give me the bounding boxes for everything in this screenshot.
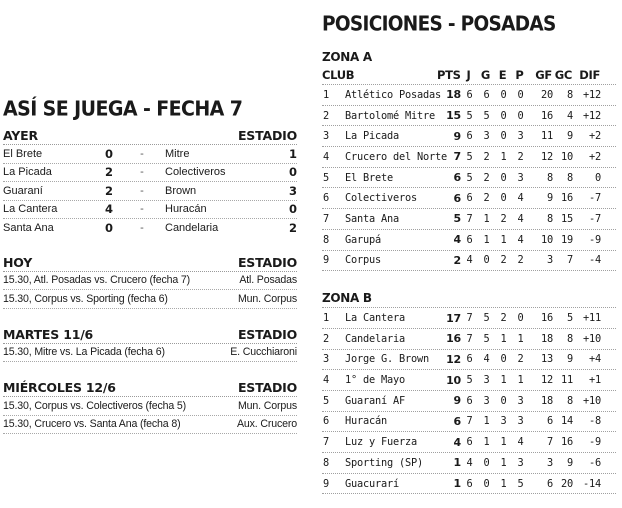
zone-heading: ZONA B <box>322 291 372 306</box>
venue-heading: ESTADIO <box>237 254 297 270</box>
lost: 3 <box>517 415 524 428</box>
table-row <box>322 208 616 229</box>
score-separator: - <box>140 147 144 160</box>
position: 3 <box>323 353 329 366</box>
goals-against: 11 <box>561 374 573 387</box>
table-row <box>322 349 616 370</box>
goals-for: 16 <box>541 312 553 325</box>
points: 4 <box>453 435 461 449</box>
away-team: Colectiveros <box>165 166 226 179</box>
played: 5 <box>466 171 473 184</box>
home-team: Santa Ana <box>3 221 54 234</box>
position: 4 <box>323 150 329 163</box>
home-score: 0 <box>104 220 113 235</box>
points: 4 <box>453 233 461 247</box>
won: 1 <box>483 233 490 246</box>
fixture-row <box>3 290 297 309</box>
goal-difference: -14 <box>583 477 601 490</box>
home-team: El Brete <box>3 147 43 160</box>
table-row <box>322 452 616 473</box>
table-row <box>322 167 616 188</box>
won: 0 <box>483 477 490 490</box>
won: 1 <box>483 436 490 449</box>
table-row <box>322 84 616 105</box>
standings-table <box>322 307 616 494</box>
result-row <box>3 164 297 183</box>
section-heading: AYER <box>3 128 38 143</box>
table-row <box>322 187 616 208</box>
drawn: 2 <box>500 212 507 225</box>
goal-difference: -4 <box>589 254 601 267</box>
won: 2 <box>483 192 490 205</box>
points: 17 <box>446 311 461 325</box>
goals-for: 11 <box>541 130 553 143</box>
table-row <box>322 431 616 452</box>
home-team: La Picada <box>3 166 52 179</box>
table-row <box>322 473 616 495</box>
section-header <box>3 253 297 272</box>
goals-for: 8 <box>547 171 553 184</box>
position: 9 <box>323 477 329 490</box>
goal-difference: +10 <box>583 332 601 345</box>
goal-difference: +11 <box>583 312 601 325</box>
drawn: 3 <box>500 415 507 428</box>
goals-for: 3 <box>547 456 553 469</box>
position: 2 <box>323 109 329 122</box>
lost: 1 <box>517 332 524 345</box>
goals-for: 9 <box>547 192 553 205</box>
position: 4 <box>323 374 329 387</box>
drawn: 0 <box>500 192 507 205</box>
played: 6 <box>466 477 473 490</box>
fixture-match: 15.30, Atl. Posadas vs. Crucero (fecha 7) <box>3 274 190 287</box>
goals-against: 16 <box>561 436 573 449</box>
drawn: 0 <box>500 394 507 407</box>
table-row <box>322 328 616 349</box>
club-name: Candelaria <box>345 332 405 345</box>
fixture-column <box>3 96 297 434</box>
goals-against: 7 <box>567 254 573 267</box>
section-martes <box>3 325 297 363</box>
club-name: Garupá <box>345 233 381 246</box>
position: 5 <box>323 171 329 184</box>
lost: 2 <box>517 254 524 267</box>
goals-against: 8 <box>567 88 573 101</box>
points: 1 <box>453 456 461 470</box>
goals-against: 15 <box>561 212 573 225</box>
points: 6 <box>453 191 461 205</box>
goal-difference: -7 <box>589 212 601 225</box>
section-header <box>3 378 297 397</box>
goals-against: 20 <box>561 477 573 490</box>
club-name: Sporting (SP) <box>345 456 423 469</box>
away-team: Huracán <box>165 203 207 216</box>
club-name: Guaraní AF <box>345 394 405 407</box>
position: 2 <box>323 332 329 345</box>
away-team: Candelaria <box>165 221 219 234</box>
goal-difference: 0 <box>595 171 601 184</box>
goals-against: 4 <box>567 109 573 122</box>
column-headers <box>322 66 616 84</box>
goals-for: 8 <box>547 212 553 225</box>
drawn: 1 <box>500 150 507 163</box>
played: 6 <box>466 88 473 101</box>
played: 7 <box>466 415 473 428</box>
goals-against: 10 <box>561 150 573 163</box>
standings-column <box>322 12 616 494</box>
points: 12 <box>446 352 461 366</box>
won: 3 <box>483 394 490 407</box>
fixture-row <box>3 344 297 363</box>
position: 8 <box>323 233 329 246</box>
col-g: G <box>480 68 491 82</box>
club-name: Atlético Posadas <box>345 88 441 101</box>
goals-for: 3 <box>547 254 553 267</box>
drawn: 1 <box>500 374 507 387</box>
lost: 0 <box>517 312 524 325</box>
goals-for: 10 <box>541 233 553 246</box>
standings-title: POSICIONES - POSADAS <box>322 13 556 36</box>
home-team: Guaraní <box>3 184 43 197</box>
table-row <box>322 229 616 250</box>
zona-a <box>322 48 616 271</box>
position: 6 <box>323 415 329 428</box>
section-heading: HOY <box>3 254 33 270</box>
club-name: El Brete <box>345 171 393 184</box>
played: 6 <box>466 436 473 449</box>
goals-for: 18 <box>541 332 553 345</box>
drawn: 0 <box>500 130 507 143</box>
lost: 4 <box>517 436 524 449</box>
zona-b <box>322 289 616 494</box>
standings-table <box>322 84 616 271</box>
fixture-list <box>3 344 297 363</box>
played: 6 <box>466 394 473 407</box>
lost: 1 <box>517 374 524 387</box>
goal-difference: -9 <box>589 436 601 449</box>
position: 1 <box>323 312 329 325</box>
position: 1 <box>323 88 329 101</box>
lost: 3 <box>517 456 524 469</box>
club-name: Jorge G. Brown <box>345 353 429 366</box>
lost: 3 <box>517 171 524 184</box>
goal-difference: +2 <box>589 130 601 143</box>
goals-for: 18 <box>541 394 553 407</box>
goal-difference: -8 <box>589 415 601 428</box>
fixture-match: 15.30, Corpus vs. Colectiveros (fecha 5) <box>3 399 187 412</box>
club-name: Crucero del Norte <box>345 150 447 163</box>
table-row <box>322 390 616 411</box>
drawn: 1 <box>500 456 507 469</box>
goals-for: 16 <box>541 109 553 122</box>
result-row <box>3 182 297 201</box>
score-separator: - <box>140 184 144 197</box>
away-team: Brown <box>165 184 197 197</box>
col-p: P <box>515 68 524 82</box>
drawn: 0 <box>500 88 507 101</box>
drawn: 0 <box>500 171 507 184</box>
home-score: 0 <box>104 146 113 161</box>
col-dif: DIF <box>579 68 600 82</box>
goals-for: 20 <box>541 88 553 101</box>
table-row <box>322 105 616 126</box>
goal-difference: +12 <box>583 109 601 122</box>
goals-for: 12 <box>541 374 553 387</box>
played: 6 <box>466 192 473 205</box>
position: 7 <box>323 212 329 225</box>
result-row <box>3 145 297 164</box>
drawn: 1 <box>500 477 507 490</box>
won: 5 <box>483 109 490 122</box>
fixture-match: 15.30, Corpus vs. Sporting (fecha 6) <box>3 292 168 305</box>
club-name: La Picada <box>345 130 399 143</box>
lost: 2 <box>517 150 524 163</box>
points: 6 <box>453 171 461 185</box>
club-name: 1° de Mayo <box>345 374 405 387</box>
goal-difference: -7 <box>589 192 601 205</box>
club-name: Bartolomé Mitre <box>345 109 435 122</box>
table-row <box>322 369 616 390</box>
goals-against: 8 <box>567 171 573 184</box>
won: 4 <box>483 353 490 366</box>
goal-difference: +12 <box>583 88 601 101</box>
fixture-venue: Atl. Posadas <box>239 274 297 287</box>
points: 6 <box>453 414 461 428</box>
club-name: Luz y Fuerza <box>345 436 417 449</box>
section-hoy <box>3 253 297 309</box>
goals-against: 9 <box>567 130 573 143</box>
points: 5 <box>453 212 461 226</box>
goal-difference: +2 <box>589 150 601 163</box>
away-team: Mitre <box>165 147 190 160</box>
played: 6 <box>466 130 473 143</box>
won: 5 <box>483 312 490 325</box>
section-header <box>3 325 297 344</box>
lost: 5 <box>517 477 524 490</box>
fixture-venue: Mun. Corpus <box>238 292 297 305</box>
points: 7 <box>453 150 461 164</box>
col-gf: GF <box>535 68 552 82</box>
won: 2 <box>483 150 490 163</box>
points: 2 <box>453 253 461 267</box>
lost: 4 <box>517 233 524 246</box>
played: 7 <box>466 212 473 225</box>
goals-against: 9 <box>567 456 573 469</box>
lost: 3 <box>517 394 524 407</box>
goals-against: 8 <box>567 332 573 345</box>
fixture-match: 15.30, Mitre vs. La Picada (fecha 6) <box>3 346 165 359</box>
venue-heading: ESTADIO <box>237 128 297 143</box>
club-name: Corpus <box>345 254 381 267</box>
goals-against: 5 <box>567 312 573 325</box>
score-separator: - <box>140 203 144 216</box>
goal-difference: -6 <box>589 456 601 469</box>
table-row <box>322 146 616 167</box>
points: 9 <box>453 129 461 143</box>
drawn: 0 <box>500 109 507 122</box>
played: 4 <box>466 456 473 469</box>
won: 0 <box>483 254 490 267</box>
lost: 2 <box>517 353 524 366</box>
points: 18 <box>446 88 461 102</box>
col-pts: PTS <box>437 68 461 82</box>
won: 1 <box>483 415 490 428</box>
goal-difference: -9 <box>589 233 601 246</box>
points: 10 <box>446 373 461 387</box>
fixture-venue: Mun. Corpus <box>238 399 297 412</box>
fixture-row <box>3 397 297 416</box>
goals-for: 13 <box>541 353 553 366</box>
club-name: Colectiveros <box>345 192 417 205</box>
won: 0 <box>483 456 490 469</box>
score-separator: - <box>140 221 144 234</box>
col-e: E <box>498 68 507 82</box>
played: 7 <box>466 332 473 345</box>
club-name: Santa Ana <box>345 212 399 225</box>
drawn: 2 <box>500 312 507 325</box>
goal-difference: +10 <box>583 394 601 407</box>
home-score: 2 <box>104 165 113 180</box>
home-score: 2 <box>104 183 113 198</box>
fixture-list <box>3 272 297 309</box>
lost: 4 <box>517 212 524 225</box>
section-miercoles <box>3 378 297 434</box>
position: 9 <box>323 254 329 267</box>
points: 9 <box>453 394 461 408</box>
goals-against: 14 <box>561 415 573 428</box>
goals-against: 19 <box>561 233 573 246</box>
position: 7 <box>323 436 329 449</box>
table-row <box>322 411 616 432</box>
col-j: J <box>466 68 471 82</box>
played: 7 <box>466 312 473 325</box>
position: 8 <box>323 456 329 469</box>
played: 5 <box>466 374 473 387</box>
results-list <box>3 145 297 237</box>
points: 1 <box>453 477 461 491</box>
lost: 0 <box>517 88 524 101</box>
won: 3 <box>483 130 490 143</box>
won: 6 <box>483 88 490 101</box>
goals-against: 16 <box>561 192 573 205</box>
section-header <box>3 126 297 145</box>
goal-difference: +4 <box>589 353 601 366</box>
points: 16 <box>446 332 461 346</box>
away-score: 0 <box>288 202 297 217</box>
played: 4 <box>466 254 473 267</box>
goals-for: 12 <box>541 150 553 163</box>
club-name: Huracán <box>345 415 387 428</box>
fixture-title: ASÍ SE JUEGA - FECHA 7 <box>3 97 243 121</box>
fixture-venue: Aux. Crucero <box>236 418 297 431</box>
table-row <box>322 307 616 328</box>
score-separator: - <box>140 166 144 179</box>
won: 3 <box>483 374 490 387</box>
won: 2 <box>483 171 490 184</box>
fixture-list <box>3 397 297 434</box>
table-row <box>322 250 616 272</box>
result-row <box>3 219 297 237</box>
points: 15 <box>446 109 461 123</box>
fixture-match: 15.30, Crucero vs. Santa Ana (fecha 8) <box>3 418 181 431</box>
played: 6 <box>466 353 473 366</box>
table-row <box>322 125 616 146</box>
fixture-row <box>3 272 297 291</box>
position: 6 <box>323 192 329 205</box>
result-row <box>3 201 297 220</box>
goals-against: 9 <box>567 353 573 366</box>
goals-for: 6 <box>547 477 553 490</box>
played: 5 <box>466 150 473 163</box>
col-gc: GC <box>554 68 572 82</box>
goals-against: 8 <box>567 394 573 407</box>
played: 5 <box>466 109 473 122</box>
drawn: 2 <box>500 254 507 267</box>
position: 3 <box>323 130 329 143</box>
fixture-row <box>3 416 297 435</box>
goal-difference: +1 <box>589 374 601 387</box>
section-heading: MARTES 11/6 <box>3 326 94 342</box>
played: 6 <box>466 233 473 246</box>
away-score: 2 <box>288 220 297 235</box>
drawn: 1 <box>500 332 507 345</box>
drawn: 1 <box>500 436 507 449</box>
club-name: La Cantera <box>345 312 405 325</box>
col-club: CLUB <box>322 68 355 82</box>
venue-heading: ESTADIO <box>237 380 297 395</box>
away-score: 3 <box>288 183 297 198</box>
section-heading: MIÉRCOLES 12/6 <box>3 380 116 395</box>
lost: 0 <box>517 109 524 122</box>
fixture-venue: E. Cucchiaroni <box>230 346 297 359</box>
goals-for: 7 <box>547 436 553 449</box>
goals-for: 6 <box>547 415 553 428</box>
won: 5 <box>483 332 490 345</box>
zone-heading: ZONA A <box>322 50 372 64</box>
lost: 3 <box>517 130 524 143</box>
drawn: 0 <box>500 353 507 366</box>
section-ayer <box>3 126 297 237</box>
club-name: Guacurarí <box>345 477 399 490</box>
position: 5 <box>323 394 329 407</box>
away-score: 1 <box>288 146 297 161</box>
home-team: La Cantera <box>3 203 58 216</box>
home-score: 4 <box>104 202 113 217</box>
won: 1 <box>483 212 490 225</box>
venue-heading: ESTADIO <box>237 326 297 342</box>
lost: 4 <box>517 192 524 205</box>
drawn: 1 <box>500 233 507 246</box>
away-score: 0 <box>288 165 297 180</box>
